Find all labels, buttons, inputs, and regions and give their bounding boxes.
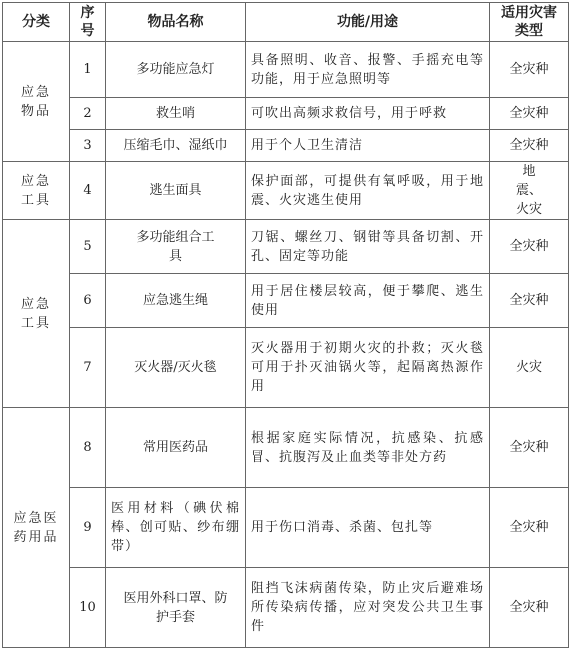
item-function: 刀锯、螺丝刀、钢钳等具备切割、开孔、固定等功能 — [246, 220, 490, 274]
item-disaster-type: 地震、火灾 — [490, 162, 569, 220]
item-disaster-type: 全灾种 — [490, 98, 569, 130]
item-name: 压缩毛巾、湿纸巾 — [106, 130, 246, 162]
table-row — [3, 408, 569, 488]
item-disaster-type: 全灾种 — [490, 274, 569, 328]
table-row — [3, 274, 569, 328]
category-cell: 应急物品 — [3, 42, 70, 162]
table-row — [3, 42, 569, 98]
item-number: 4 — [70, 162, 106, 220]
item-disaster-type: 全灾种 — [490, 568, 569, 648]
category-cell: 应急工具 — [3, 220, 70, 408]
table-row — [3, 98, 569, 130]
item-number: 9 — [70, 488, 106, 568]
header-function: 功能/用途 — [246, 3, 490, 42]
item-function: 灭火器用于初期火灾的扑救；灭火毯可用于扑灭油锅火等，起隔离热源作用 — [246, 328, 490, 408]
header-item-name: 物品名称 — [106, 3, 246, 42]
item-function: 用于个人卫生清洁 — [246, 130, 490, 162]
table-row — [3, 220, 569, 274]
table-row — [3, 488, 569, 568]
table-row — [3, 130, 569, 162]
item-function: 保护面部，可提供有氧呼吸，用于地震、火灾逃生使用 — [246, 162, 490, 220]
header-category: 分类 — [3, 3, 70, 42]
item-disaster-type: 全灾种 — [490, 130, 569, 162]
item-name: 常用医药品 — [106, 408, 246, 488]
table-row — [3, 328, 569, 408]
item-number: 7 — [70, 328, 106, 408]
item-function: 用于居住楼层较高，便于攀爬、逃生使用 — [246, 274, 490, 328]
item-disaster-type: 全灾种 — [490, 42, 569, 98]
item-name: 医用材料（碘伏棉棒、创可贴、纱布绷带） — [106, 488, 246, 568]
category-cell: 应急工具 — [3, 162, 70, 220]
item-number: 8 — [70, 408, 106, 488]
item-number: 5 — [70, 220, 106, 274]
item-number: 6 — [70, 274, 106, 328]
item-disaster-type: 全灾种 — [490, 488, 569, 568]
item-name: 多功能应急灯 — [106, 42, 246, 98]
item-name: 多功能组合工具 — [106, 220, 246, 274]
item-disaster-type: 全灾种 — [490, 220, 569, 274]
item-disaster-type: 火灾 — [490, 328, 569, 408]
header-number: 序号 — [70, 3, 106, 42]
item-function: 阻挡飞沫病菌传染，防止灾后避难场所传染病传播，应对突发公共卫生事件 — [246, 568, 490, 648]
table-header-row — [3, 3, 569, 42]
table-row — [3, 162, 569, 220]
item-number: 1 — [70, 42, 106, 98]
item-function: 根据家庭实际情况，抗感染、抗感冒、抗腹泻及止血类等非处方药 — [246, 408, 490, 488]
item-disaster-type: 全灾种 — [490, 408, 569, 488]
item-function: 可吹出高频求救信号，用于呼救 — [246, 98, 490, 130]
item-name: 逃生面具 — [106, 162, 246, 220]
item-name: 灭火器/灭火毯 — [106, 328, 246, 408]
item-number: 10 — [70, 568, 106, 648]
item-name: 救生哨 — [106, 98, 246, 130]
header-disaster-type: 适用灾害类型 — [490, 3, 569, 42]
item-function: 具备照明、收音、报警、手摇充电等功能，用于应急照明等 — [246, 42, 490, 98]
category-cell: 应急医药用品 — [3, 408, 70, 648]
item-name: 应急逃生绳 — [106, 274, 246, 328]
item-number: 2 — [70, 98, 106, 130]
item-number: 3 — [70, 130, 106, 162]
emergency-supplies-table — [2, 2, 569, 648]
item-name: 医用外科口罩、防护手套 — [106, 568, 246, 648]
item-function: 用于伤口消毒、杀菌、包扎等 — [246, 488, 490, 568]
table-row — [3, 568, 569, 648]
